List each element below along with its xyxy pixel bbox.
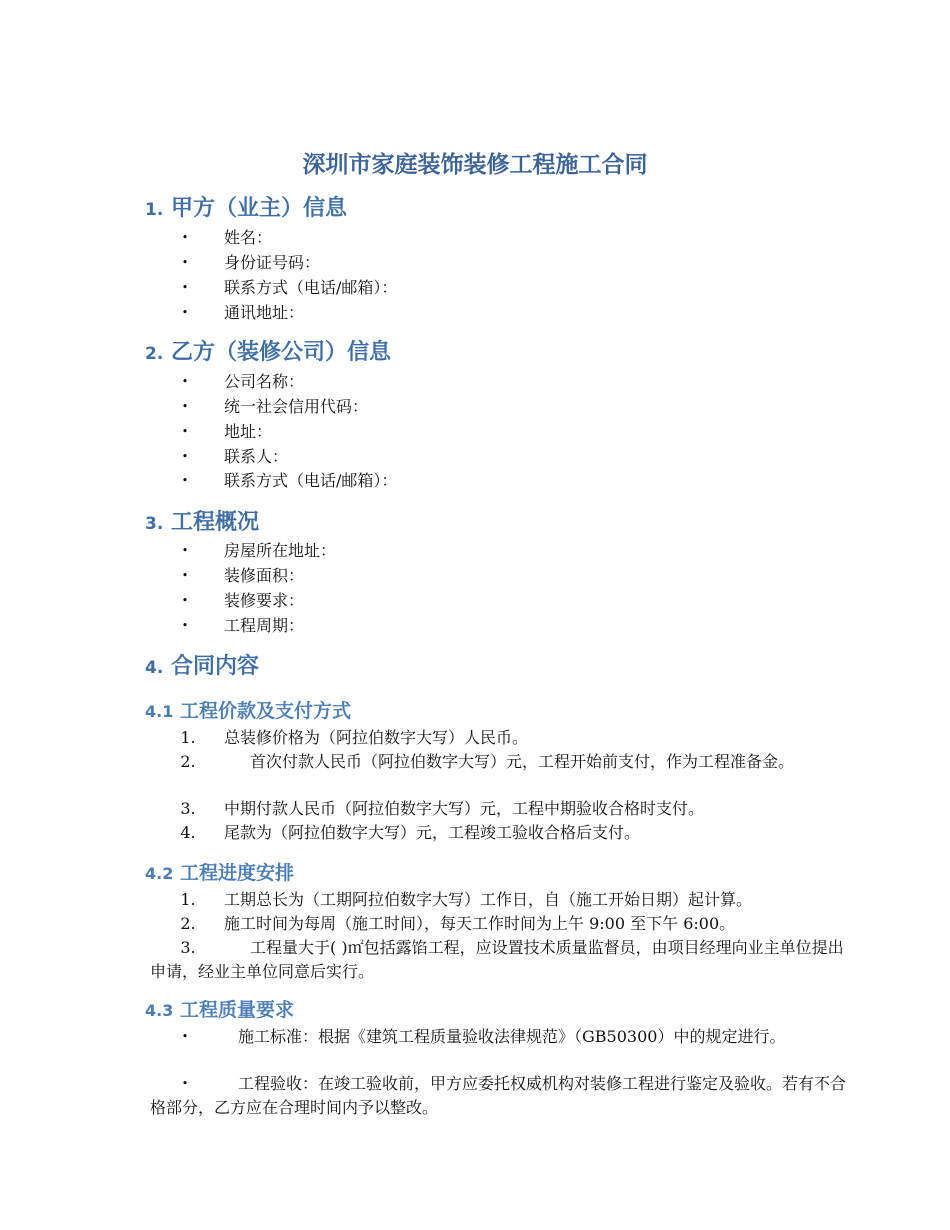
section-1-heading [145, 196, 347, 223]
list-item: 2. 首次付款人民币（阿拉伯数字大写）元，工程开始前支付，作为工程准备金。 [180, 752, 795, 771]
subsection-4-1-number: 4.1 [145, 702, 174, 721]
document-title: 深圳市家庭装饰装修工程施工合同 [302, 152, 648, 178]
section-2-title: 乙方（装修公司）信息 [170, 340, 391, 365]
section-3-title: 工程概况 [170, 510, 259, 535]
section-2-number: 2. [145, 344, 164, 364]
list-item: 3. 工程量大于( )㎡包括露馅工程，应设置技术质量监督员，由项目经理向业主单位提出申请，经业主单位同意后实行。 [150, 938, 844, 981]
subsection-4-2-number: 4.2 [145, 864, 174, 883]
section-1-title: 甲方（业主）信息 [170, 196, 347, 221]
subsection-4-1-heading [145, 699, 351, 724]
section-4-heading [145, 654, 259, 681]
subsection-4-2-title: 工程进度安排 [179, 862, 294, 884]
section-3-number: 3. [145, 514, 164, 534]
subsection-4-1-title: 工程价款及支付方式 [179, 700, 351, 722]
section-2-heading [145, 340, 391, 367]
list-item: • 施工标准：根据《建筑工程质量验收法律规范》（GB50300）中的规定进行。 [181, 1027, 786, 1046]
subsection-4-3-number: 4.3 [145, 1001, 174, 1020]
subsection-4-3-title: 工程质量要求 [179, 999, 294, 1021]
document-page: 深圳市家庭装饰装修工程施工合同 1. 甲方（业主）信息 • 姓名： • 身份证号码： • 联系方式（电话/邮箱）： • 通讯地址： 2. 乙方（装修公司）信息 • 公司名称： • 统一社会信用代码： • 地址： • 联系人： • 联系方式（电话/邮箱）： 3. 工程概况 • 房屋所在地址： • 装修面积： • 装修要求： • 工程周期： 4. 合同内容 4.1 工程价款及支付方式 1. 总装修价格为（阿拉伯数字大写）人民币。 2. 首次付款人民币（阿拉伯数字大写）元，工程开始前支付，作为工程准备金。 3. 中期付款人民币（阿拉伯数字大写）元，工程中期验收合格时支付。 4. 尾款为（阿拉伯数字大写）元，工程竣工验收合格后支付。 4.2 工程进度安排 1. 工期总长为（工期阿拉伯数字大写）工作日，自（施工开始日期）起计算。 2. 施工时间为每周（施工时间），每天工作时间为上午 9:00 至下午 6:00。 3. 工程量大于( )㎡包括露馅工程，应设置技术质量监督员，由项目经理向业主单位提出申请，经业主单位同意后实行。 4.3 工程质量要求 • 施工标准：根据《建筑工程质量验收法律规范》（GB50300）中的规定进行。 • 工程验收：在竣工验收前，甲方应委托权威机构对装修工程进行鉴定及验收。若有不合格部分，乙方应在合理时间内予以整改。 [0, 0, 950, 1230]
subsection-4-2-heading [145, 861, 294, 886]
section-4-title: 合同内容 [170, 654, 259, 679]
section-1-number: 1. [145, 200, 164, 220]
list-item: • 工程验收：在竣工验收前，甲方应委托权威机构对装修工程进行鉴定及验收。若有不合格部分，乙方应在合理时间内予以整改。 [150, 1074, 847, 1117]
subsection-4-3-heading [145, 998, 294, 1023]
section-3-heading [145, 510, 259, 537]
section-4-number: 4. [145, 658, 164, 678]
